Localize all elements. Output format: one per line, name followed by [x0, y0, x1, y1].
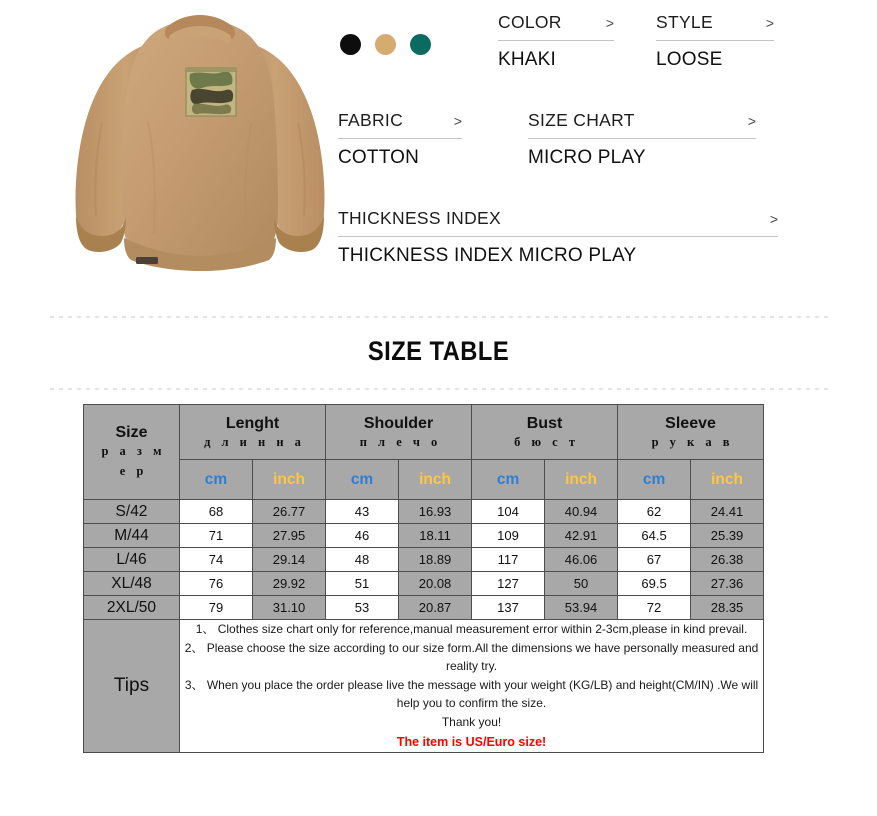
cell-value: 20.87 — [418, 599, 452, 615]
tips-row — [84, 620, 764, 753]
color-swatch-list[interactable] — [340, 34, 431, 55]
table-row — [84, 548, 764, 572]
unit-cell-2 — [326, 460, 399, 500]
cell-value: 20.08 — [418, 575, 452, 591]
table-unit-row — [84, 460, 764, 500]
cell-value: 104 — [497, 503, 519, 519]
cell-value: 18.89 — [418, 551, 452, 567]
color-swatch-teal-green[interactable] — [410, 34, 431, 55]
table-row — [84, 524, 764, 548]
spec-fabric[interactable] — [338, 110, 462, 169]
cell-value: 26.38 — [710, 551, 744, 567]
spec-style[interactable] — [656, 12, 774, 71]
unit-cell-4 — [472, 460, 545, 500]
cell-value: 16.93 — [418, 503, 452, 519]
table-group-header-row — [84, 405, 764, 460]
chevron-right-icon: > — [765, 15, 774, 31]
cell-value: 26.77 — [272, 503, 306, 519]
cell-value: 79 — [208, 599, 224, 615]
spec-color-label: COLOR — [498, 12, 562, 32]
cell-value: 62 — [646, 503, 662, 519]
unit-cell-1 — [253, 460, 326, 500]
table-row — [84, 572, 764, 596]
chevron-right-icon: > — [605, 15, 614, 31]
cell-value: 46 — [354, 527, 370, 543]
spec-color-value: KHAKI — [498, 49, 557, 70]
unit-label: inch — [565, 470, 597, 488]
tips-line-1: 1、 Clothes size chart only for reference,manual measurement error within 2-3cm,please in kind prevail. — [195, 622, 748, 636]
unit-cell-5 — [545, 460, 618, 500]
cell-value: 50 — [573, 575, 589, 591]
group-header-shoulder — [326, 405, 472, 460]
chevron-right-icon: > — [747, 113, 756, 129]
color-swatch-black[interactable] — [340, 34, 361, 55]
cell-value: 69.5 — [641, 575, 667, 591]
dotted-divider-bottom — [50, 388, 830, 390]
cell-value: 27.95 — [272, 527, 306, 543]
cell-value: 109 — [497, 527, 519, 543]
cell-value: 27.36 — [710, 575, 744, 591]
spec-size-chart-label: SIZE CHART — [528, 110, 635, 130]
cell-value: 29.92 — [272, 575, 306, 591]
group-shoulder-en: Shoulder — [363, 415, 434, 433]
spec-thickness-index[interactable] — [338, 208, 778, 267]
row-size-label: M/44 — [114, 526, 149, 544]
cell-value: 43 — [354, 503, 370, 519]
chevron-right-icon: > — [769, 211, 778, 227]
dotted-divider-top — [50, 316, 830, 318]
unit-cell-6 — [618, 460, 691, 500]
cell-value: 74 — [208, 551, 224, 567]
cell-value: 76 — [208, 575, 224, 591]
group-sleeve-ru: р у к а в — [651, 434, 734, 449]
cell-value: 24.41 — [710, 503, 744, 519]
cell-value: 25.39 — [710, 527, 744, 543]
color-swatch-khaki[interactable] — [375, 34, 396, 55]
size-header-ru-1: р а з м — [101, 444, 166, 459]
size-table-container — [83, 404, 763, 753]
spec-size-chart[interactable] — [528, 110, 756, 169]
tips-line-4: Thank you! — [441, 714, 502, 729]
row-size-label: XL/48 — [111, 574, 152, 592]
group-header-sleeve — [618, 405, 764, 460]
group-bust-ru: б ю с т — [514, 434, 579, 449]
unit-label: inch — [419, 470, 451, 488]
chevron-right-icon: > — [453, 113, 462, 129]
table-row — [84, 500, 764, 524]
spec-color[interactable] — [498, 12, 614, 71]
size-header-ru-2: е р — [119, 463, 148, 478]
cell-value: 18.11 — [419, 527, 451, 543]
cell-value: 72 — [646, 599, 662, 615]
cell-value: 117 — [497, 551, 519, 567]
group-bust-en: Bust — [526, 415, 563, 433]
group-header-bust — [472, 405, 618, 460]
row-size-label: S/42 — [115, 502, 148, 520]
group-lenght-ru: д л и н н а — [204, 434, 305, 449]
spec-fabric-value: COTTON — [338, 147, 420, 168]
cell-value: 51 — [354, 575, 370, 591]
cell-value: 40.94 — [564, 503, 598, 519]
unit-label: cm — [350, 470, 374, 488]
unit-label: cm — [204, 470, 228, 488]
cell-value: 68 — [208, 503, 224, 519]
cell-value: 137 — [497, 599, 519, 615]
unit-cell-0 — [180, 460, 253, 500]
spec-style-label: STYLE — [656, 12, 713, 32]
tips-line-3: 3、 When you place the order please live the message with your weight (KG/LB) and height(CM/IN) .We will help you to confirm the size. — [184, 677, 759, 711]
size-table — [83, 404, 764, 753]
cell-value: 31.10 — [272, 599, 306, 615]
cell-value: 71 — [208, 527, 224, 543]
row-size-label: 2XL/50 — [106, 598, 157, 616]
product-spec-section — [0, 0, 877, 305]
camo-pocket — [186, 68, 236, 116]
unit-label: cm — [642, 470, 666, 488]
tips-red-note: The item is US/Euro size! — [396, 734, 547, 749]
spec-size-chart-value: MICRO PLAY — [528, 147, 646, 168]
cell-value: 53.94 — [564, 599, 598, 615]
tips-line-2: 2、 Please choose the size according to our size form.All the dimensions we have personally measured and reality try. — [184, 640, 759, 674]
row-size-label: L/46 — [116, 550, 147, 568]
unit-label: inch — [711, 470, 743, 488]
spec-style-value: LOOSE — [656, 49, 723, 70]
cell-value: 42.91 — [564, 527, 598, 543]
size-header-en: Size — [115, 424, 148, 442]
tips-label: Tips — [84, 620, 180, 753]
table-row — [84, 596, 764, 620]
group-sleeve-en: Sleeve — [665, 415, 716, 433]
spec-fabric-label: FABRIC — [338, 110, 404, 130]
unit-label: inch — [273, 470, 305, 488]
cell-value: 28.35 — [710, 599, 744, 615]
group-lenght-en: Lenght — [225, 415, 280, 433]
cell-value: 48 — [354, 551, 370, 567]
group-shoulder-ru: п л е ч о — [359, 434, 442, 449]
cell-value: 64.5 — [641, 527, 667, 543]
spec-thickness-label: THICKNESS INDEX — [338, 208, 501, 228]
unit-cell-7 — [691, 460, 764, 500]
unit-cell-3 — [399, 460, 472, 500]
cell-value: 53 — [354, 599, 370, 615]
group-header-lenght — [180, 405, 326, 460]
cell-value: 67 — [646, 551, 662, 567]
spec-thickness-value: THICKNESS INDEX MICRO PLAY — [338, 245, 637, 266]
cell-value: 46.06 — [564, 551, 598, 567]
tips-body — [180, 620, 764, 753]
product-photo — [62, 2, 338, 288]
size-header-cell — [84, 405, 180, 500]
cell-value: 127 — [497, 575, 519, 591]
cell-value: 29.14 — [272, 551, 306, 567]
unit-label: cm — [496, 470, 520, 488]
size-table-title: SIZE TABLE — [367, 336, 510, 366]
